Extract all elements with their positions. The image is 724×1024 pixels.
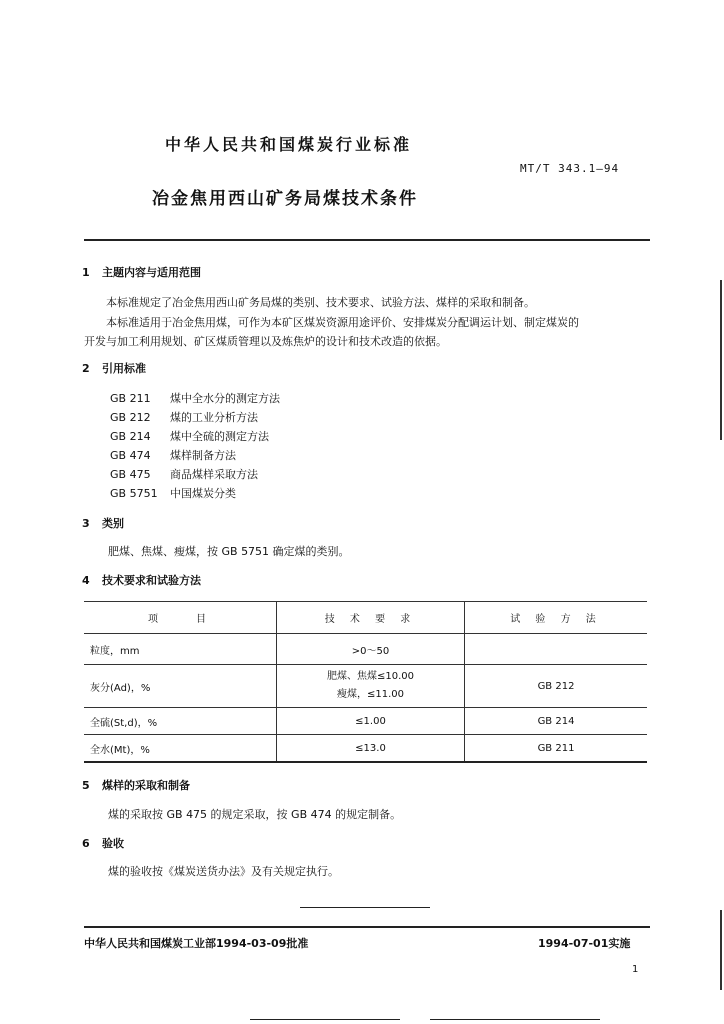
row-item: 粒度，mm — [84, 634, 277, 665]
row-method: GB 211 — [465, 735, 648, 763]
footer-rule — [84, 926, 650, 928]
standard-category: 中华人民共和国煤炭行业标准 — [165, 135, 413, 154]
scan-bottom-mark — [250, 1019, 400, 1020]
section-title: 验收 — [102, 837, 124, 850]
section-1-heading — [82, 264, 201, 280]
row-method: GB 212 — [465, 665, 648, 708]
header-requirement: 技 术 要 求 — [277, 602, 465, 634]
page-number: 1 — [632, 964, 639, 975]
reference-code: GB 214 — [110, 430, 151, 443]
table-header-row — [84, 602, 647, 634]
row-item: 全硫(St,d)，% — [84, 708, 277, 735]
section-1-paragraph-1: 本标准规定了冶金焦用西山矿务局煤的类别、技术要求、试验方法、煤样的采取和制备。 — [106, 296, 535, 309]
scan-bottom-mark — [430, 1019, 600, 1020]
scan-edge-mark — [720, 280, 722, 440]
reference-name: 煤中全水分的测定方法 — [170, 392, 280, 405]
table-row — [84, 665, 647, 708]
section-number: 3 — [82, 517, 90, 530]
standard-code: MT/T 343.1—94 — [520, 162, 620, 175]
reference-item — [110, 390, 280, 406]
reference-code: GB 212 — [110, 411, 151, 424]
row-method — [465, 634, 648, 665]
section-6-paragraph: 煤的验收按《煤炭送货办法》及有关规定执行。 — [108, 865, 339, 878]
table-row — [84, 735, 647, 763]
row-method: GB 214 — [465, 708, 648, 735]
reference-name: 煤中全硫的测定方法 — [170, 430, 269, 443]
section-title: 引用标准 — [102, 362, 146, 375]
section-title: 技术要求和试验方法 — [102, 574, 201, 587]
row-requirement: ≤13.0 — [277, 735, 465, 763]
section-number: 5 — [82, 779, 90, 792]
header-method: 试 验 方 法 — [465, 602, 648, 634]
reference-name: 煤的工业分析方法 — [170, 411, 258, 424]
section-3-heading — [82, 515, 124, 531]
header-rule — [84, 239, 650, 241]
section-5-paragraph: 煤的采取按 GB 475 的规定采取，按 GB 474 的规定制备。 — [108, 808, 402, 821]
table-row — [84, 634, 647, 665]
reference-code: GB 475 — [110, 468, 151, 481]
section-5-heading — [82, 777, 190, 793]
reference-item — [110, 409, 258, 425]
section-4-heading — [82, 572, 201, 588]
section-number: 6 — [82, 837, 90, 850]
section-title: 主题内容与适用范围 — [102, 266, 201, 279]
section-1-paragraph-2: 本标准适用于冶金焦用煤，可作为本矿区煤炭资源用途评价、安排煤炭分配调运计划、制定煤炭的 — [106, 316, 579, 329]
document-title: 冶金焦用西山矿务局煤技术条件 — [152, 189, 418, 209]
section-number: 4 — [82, 574, 90, 587]
requirement-line-1: 肥煤、焦煤≤10.00 — [326, 671, 414, 682]
section-number: 1 — [82, 266, 90, 279]
reference-item — [110, 428, 269, 444]
row-requirement: ≤1.00 — [277, 708, 465, 735]
reference-name: 煤样制备方法 — [170, 449, 236, 462]
implementation-date: 1994-07-01实施 — [538, 937, 631, 950]
scan-edge-mark — [720, 910, 722, 990]
row-item: 灰分(Ad)，% — [84, 665, 277, 708]
reference-code: GB 5751 — [110, 487, 158, 500]
reference-code: GB 474 — [110, 449, 151, 462]
row-requirement — [277, 665, 465, 708]
approval-line: 中华人民共和国煤炭工业部1994-03-09批准 — [84, 937, 309, 950]
header-item: 项 目 — [84, 602, 277, 634]
reference-item — [110, 447, 236, 463]
section-number: 2 — [82, 362, 90, 375]
end-mark-rule — [300, 907, 430, 908]
requirement-line-2: 瘦煤，≤11.00 — [336, 689, 404, 700]
section-title: 煤样的采取和制备 — [102, 779, 190, 792]
row-item: 全水(Mt)，% — [84, 735, 277, 763]
section-6-heading — [82, 835, 124, 851]
reference-item — [110, 485, 236, 501]
technical-requirements-table — [84, 601, 647, 763]
section-2-heading — [82, 360, 146, 376]
row-requirement: >0～50 — [277, 634, 465, 665]
reference-name: 商品煤样采取方法 — [170, 468, 258, 481]
reference-code: GB 211 — [110, 392, 151, 405]
reference-name: 中国煤炭分类 — [170, 487, 236, 500]
section-title: 类别 — [102, 517, 124, 530]
reference-item — [110, 466, 258, 482]
section-3-paragraph: 肥煤、焦煤、瘦煤，按 GB 5751 确定煤的类别。 — [108, 545, 350, 558]
section-1-paragraph-3: 开发与加工利用规划、矿区煤质管理以及炼焦炉的设计和技术改造的依据。 — [84, 335, 447, 348]
table-row — [84, 708, 647, 735]
